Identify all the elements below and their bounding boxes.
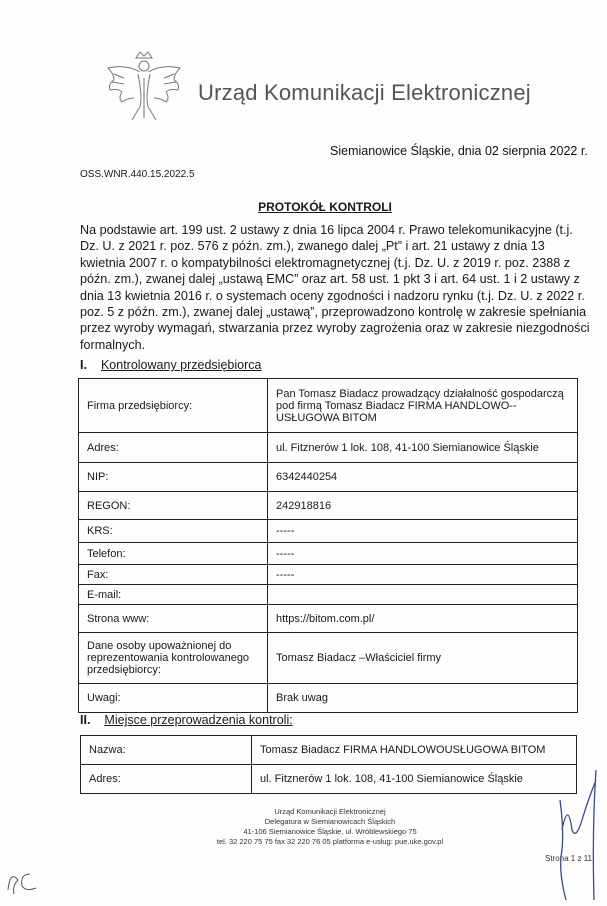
table-row xyxy=(79,463,578,492)
section-number: II. xyxy=(80,713,91,727)
table-row xyxy=(79,543,578,565)
field-value: Tomasz Biadacz –Właściciel firmy xyxy=(268,633,578,684)
field-value: ul. Fitznerów 1 lok. 108, 41-100 Siemianowice Śląskie xyxy=(252,765,577,794)
page-number: Strona 1 z 11 xyxy=(545,854,592,863)
footer-line: Delegatura w Siemianowicach Śląskich xyxy=(264,817,396,826)
table-row xyxy=(79,585,578,605)
field-value: 242918816 xyxy=(268,492,578,520)
section-label: Kontrolowany przedsiębiorca xyxy=(100,358,262,372)
footer xyxy=(130,807,530,847)
date-line: Siemianowice Śląskie, dnia 02 sierpnia 2022 r. xyxy=(330,144,588,158)
footer-line: tel. 32 220 75 75 fax 32 220 76 05 platforma e-usług: pue.uke.gov.pl xyxy=(216,837,444,846)
field-label: Adres: xyxy=(79,433,268,463)
field-value: Tomasz Biadacz FIRMA HANDLOWOUSŁUGOWA BITOM xyxy=(252,736,577,765)
handwritten-signature xyxy=(540,760,607,906)
table-row xyxy=(79,633,578,684)
table-row xyxy=(81,736,577,765)
field-label: NIP: xyxy=(79,463,268,492)
field-value: ----- xyxy=(268,520,578,543)
field-label: KRS: xyxy=(79,520,268,543)
field-value: ul. Fitznerów 1 lok. 108, 41-100 Siemianowice Śląskie xyxy=(268,433,578,463)
table-row xyxy=(79,565,578,585)
table-row xyxy=(79,379,578,433)
eagle-emblem-icon xyxy=(100,48,188,128)
section-label: Miejsce przeprowadzenia kontroli: xyxy=(104,713,293,727)
field-value: Pan Tomasz Biadacz prowadzący działalność gospodarczą pod firmą Tomasz Biadacz FIRMA HANDLOWO-- USŁUGOWA BITOM xyxy=(268,379,578,433)
field-label: Firma przedsiębiorcy: xyxy=(79,379,268,433)
field-value xyxy=(268,585,578,605)
intro-paragraph: Na podstawie art. 199 ust. 2 ustawy z dnia 16 lipca 2004 r. Prawo telekomunikacyjne (t.j. Dz. U. z 2021 r. poz. 576 z późn. zm.), zwanego dalej „Pt” i art. 21 ustawy z dnia 13 kwietnia 2007 r. o kompatybilności elektromagnetycznej (t.j. Dz. U. z 2019 r. poz. 2388 z późn. zm.), zwanej dalej „ustawą EMC” oraz art. 58 ust. 1 pkt 3 i art. 64 ust. 1 i 2 ustawy z dnia 13 kwietnia 2016 r. o systemach oceny zgodności i nadzoru rynku (t.j. Dz. U. z 2022 r. poz. 5 z późn. zm.), zwanej dalej „ustawą”, przeprowadzono kontrolę w zakresie spełniania przez wyroby wymagań, stwarzania przez wyroby zagrożenia oraz w zakresie niezgodności formalnych. xyxy=(80,223,590,352)
field-value: https://bitom.com.pl/ xyxy=(268,605,578,633)
field-label: Fax: xyxy=(79,565,268,585)
document-title: PROTOKÓŁ KONTROLI xyxy=(258,200,392,214)
inspection-place-table xyxy=(80,735,577,794)
reference-number: OSS.WNR.440.15.2022.5 xyxy=(80,169,195,180)
table-row xyxy=(79,520,578,543)
section-2-heading xyxy=(80,713,293,727)
field-label: Uwagi: xyxy=(79,684,268,713)
field-label: E-mail: xyxy=(79,585,268,605)
section-number: I. xyxy=(80,358,87,372)
field-label: Telefon: xyxy=(79,543,268,565)
org-title: Urząd Komunikacji Elektronicznej xyxy=(198,80,531,105)
table-row xyxy=(79,605,578,633)
table-row xyxy=(81,765,577,794)
field-label: Strona www: xyxy=(79,605,268,633)
field-value: ----- xyxy=(268,543,578,565)
field-value: 6342440254 xyxy=(268,463,578,492)
field-label: Nazwa: xyxy=(81,736,252,765)
field-label: Adres: xyxy=(81,765,252,794)
table-row xyxy=(79,684,578,713)
field-value: ----- xyxy=(268,565,578,585)
section-1-heading xyxy=(80,358,261,372)
footer-line: Urząd Komunikacji Elektronicznej xyxy=(274,807,386,816)
footer-line: 41-106 Siemianowice Śląskie, ul. Wróblewskiego 75 xyxy=(243,827,417,836)
field-label: REGON: xyxy=(79,492,268,520)
table-row xyxy=(79,492,578,520)
table-row xyxy=(79,433,578,463)
field-label: Dane osoby upoważnionej do reprezentowania kontrolowanego przedsiębiorcy: xyxy=(79,633,268,684)
handwritten-initials xyxy=(0,860,50,900)
entrepreneur-table xyxy=(78,378,578,713)
field-value: Brak uwag xyxy=(268,684,578,713)
